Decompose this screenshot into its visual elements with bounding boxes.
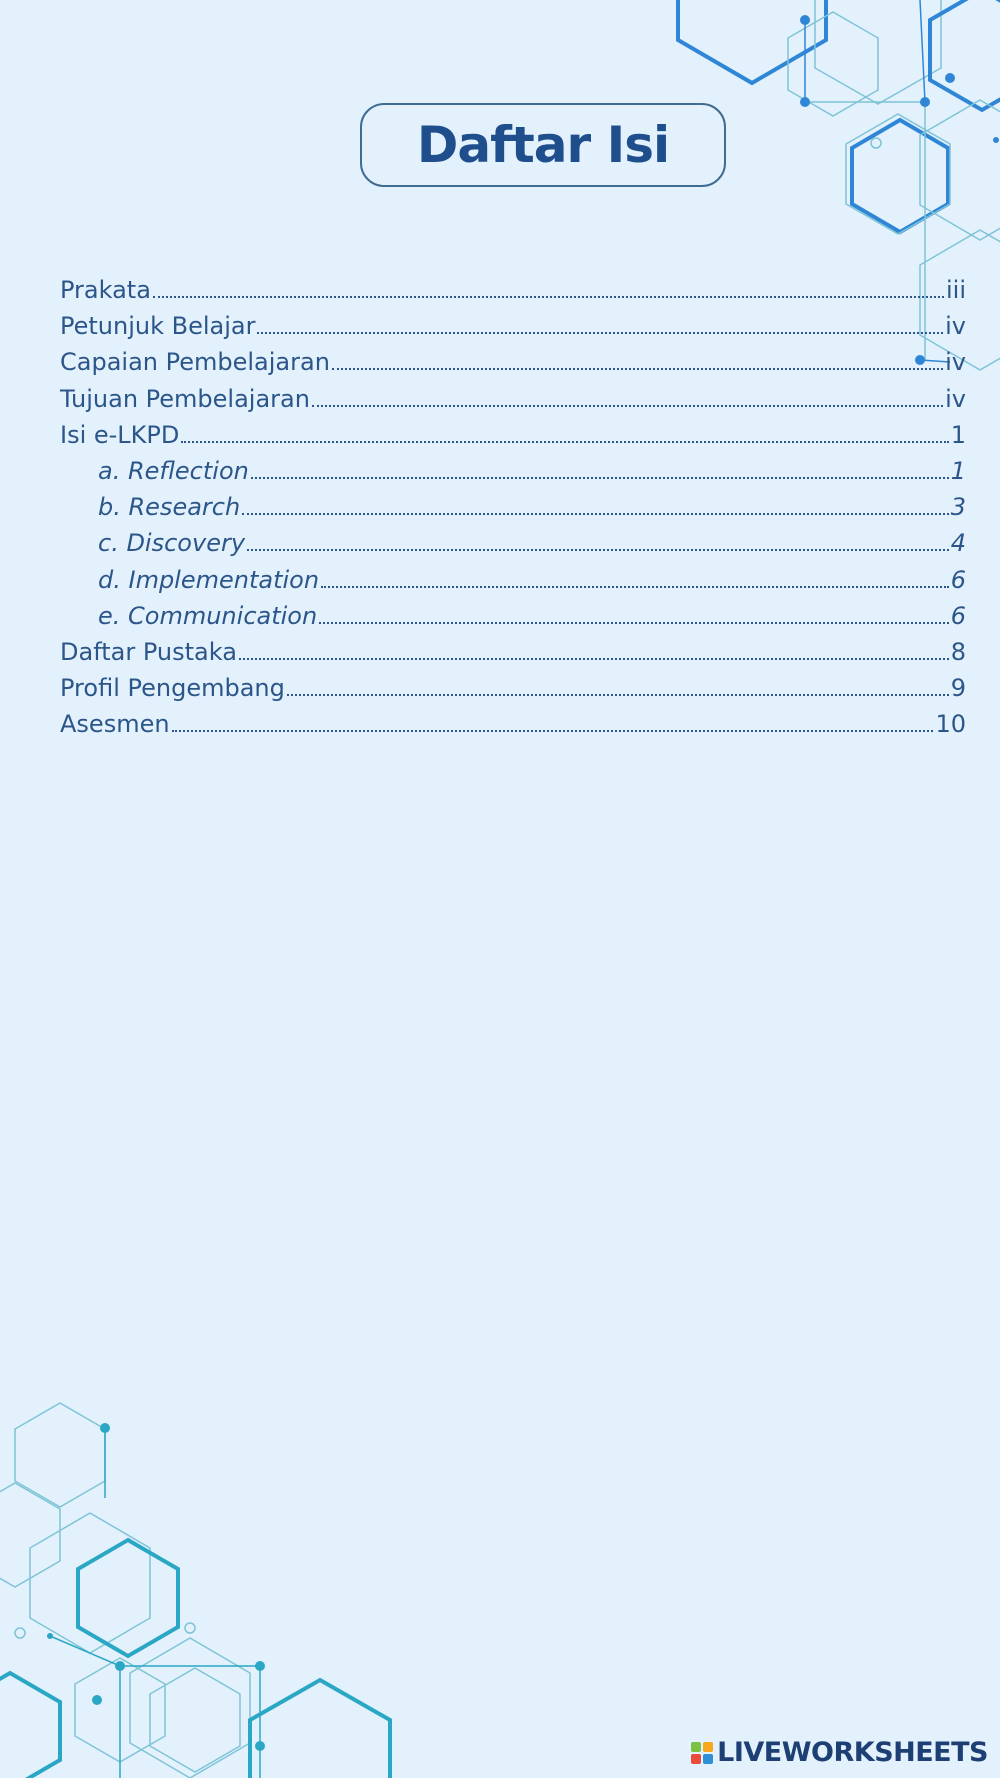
toc-entry-label: Petunjuk Belajar — [60, 312, 256, 341]
title-box — [360, 103, 726, 187]
toc-entry-page: 6 — [950, 565, 966, 594]
page-title: Daftar Isi — [416, 116, 670, 174]
toc-entry-page: 1 — [950, 420, 966, 449]
toc-entry-label: Tujuan Pembelajaran — [60, 384, 310, 413]
toc-dot-leader — [153, 296, 944, 298]
toc-dot-leader — [247, 549, 949, 551]
toc-entry — [60, 308, 966, 344]
toc-dot-leader — [287, 694, 949, 696]
toc-dot-leader — [257, 332, 943, 334]
toc-entry — [60, 562, 966, 598]
toc-entry — [60, 489, 966, 525]
toc-entry — [60, 598, 966, 634]
toc-entry-page: 6 — [950, 601, 966, 630]
toc-dot-leader — [319, 622, 949, 624]
toc-entry-page: 1 — [950, 456, 966, 485]
toc-entry-label: Isi e-LKPD — [60, 420, 180, 449]
toc-dot-leader — [312, 405, 943, 407]
toc-entry — [60, 417, 966, 453]
toc-entry — [60, 381, 966, 417]
toc-entry — [60, 525, 966, 561]
table-of-contents — [60, 272, 966, 742]
toc-entry-label: Prakata — [60, 276, 151, 304]
toc-entry-page: 3 — [950, 493, 966, 522]
toc-entry-page: iv — [945, 348, 966, 377]
toc-dot-leader — [181, 441, 948, 443]
toc-dot-leader — [242, 513, 949, 515]
toc-entry-label: c. Discovery — [98, 529, 246, 558]
toc-entry-label: e. Communication — [98, 601, 318, 630]
toc-dot-leader — [251, 477, 949, 479]
toc-entry-label: b. Research — [98, 493, 241, 522]
toc-dot-leader — [321, 586, 949, 588]
toc-entry-page: 8 — [950, 637, 966, 666]
toc-entry-label: a. Reflection — [98, 456, 249, 485]
toc-entry — [60, 272, 966, 308]
toc-entry-page: 4 — [950, 529, 966, 558]
toc-entry-label: Profil Pengembang — [60, 674, 285, 703]
liveworksheets-logo-icon — [691, 1742, 713, 1764]
toc-entry-page: iii — [945, 276, 966, 304]
toc-entry-label: Asesmen — [60, 710, 170, 739]
toc-entry-page: iv — [945, 384, 966, 413]
toc-entry-page: 9 — [950, 674, 966, 703]
toc-dot-leader — [172, 730, 934, 732]
toc-entry-page: iv — [945, 312, 966, 341]
liveworksheets-brand — [691, 1737, 988, 1768]
brand-name: LIVEWORKSHEETS — [717, 1737, 988, 1768]
toc-entry-label: Daftar Pustaka — [60, 637, 237, 666]
toc-entry — [60, 670, 966, 706]
toc-entry — [60, 634, 966, 670]
toc-dot-leader — [239, 658, 949, 660]
toc-entry — [60, 453, 966, 489]
hexagon-decoration-bottom-left — [0, 1398, 400, 1778]
toc-entry-label: Capaian Pembelajaran — [60, 348, 330, 377]
toc-entry-page: 10 — [935, 710, 966, 739]
toc-entry — [60, 344, 966, 380]
toc-dot-leader — [332, 368, 943, 370]
toc-entry-label: d. Implementation — [98, 565, 320, 594]
toc-entry — [60, 706, 966, 742]
